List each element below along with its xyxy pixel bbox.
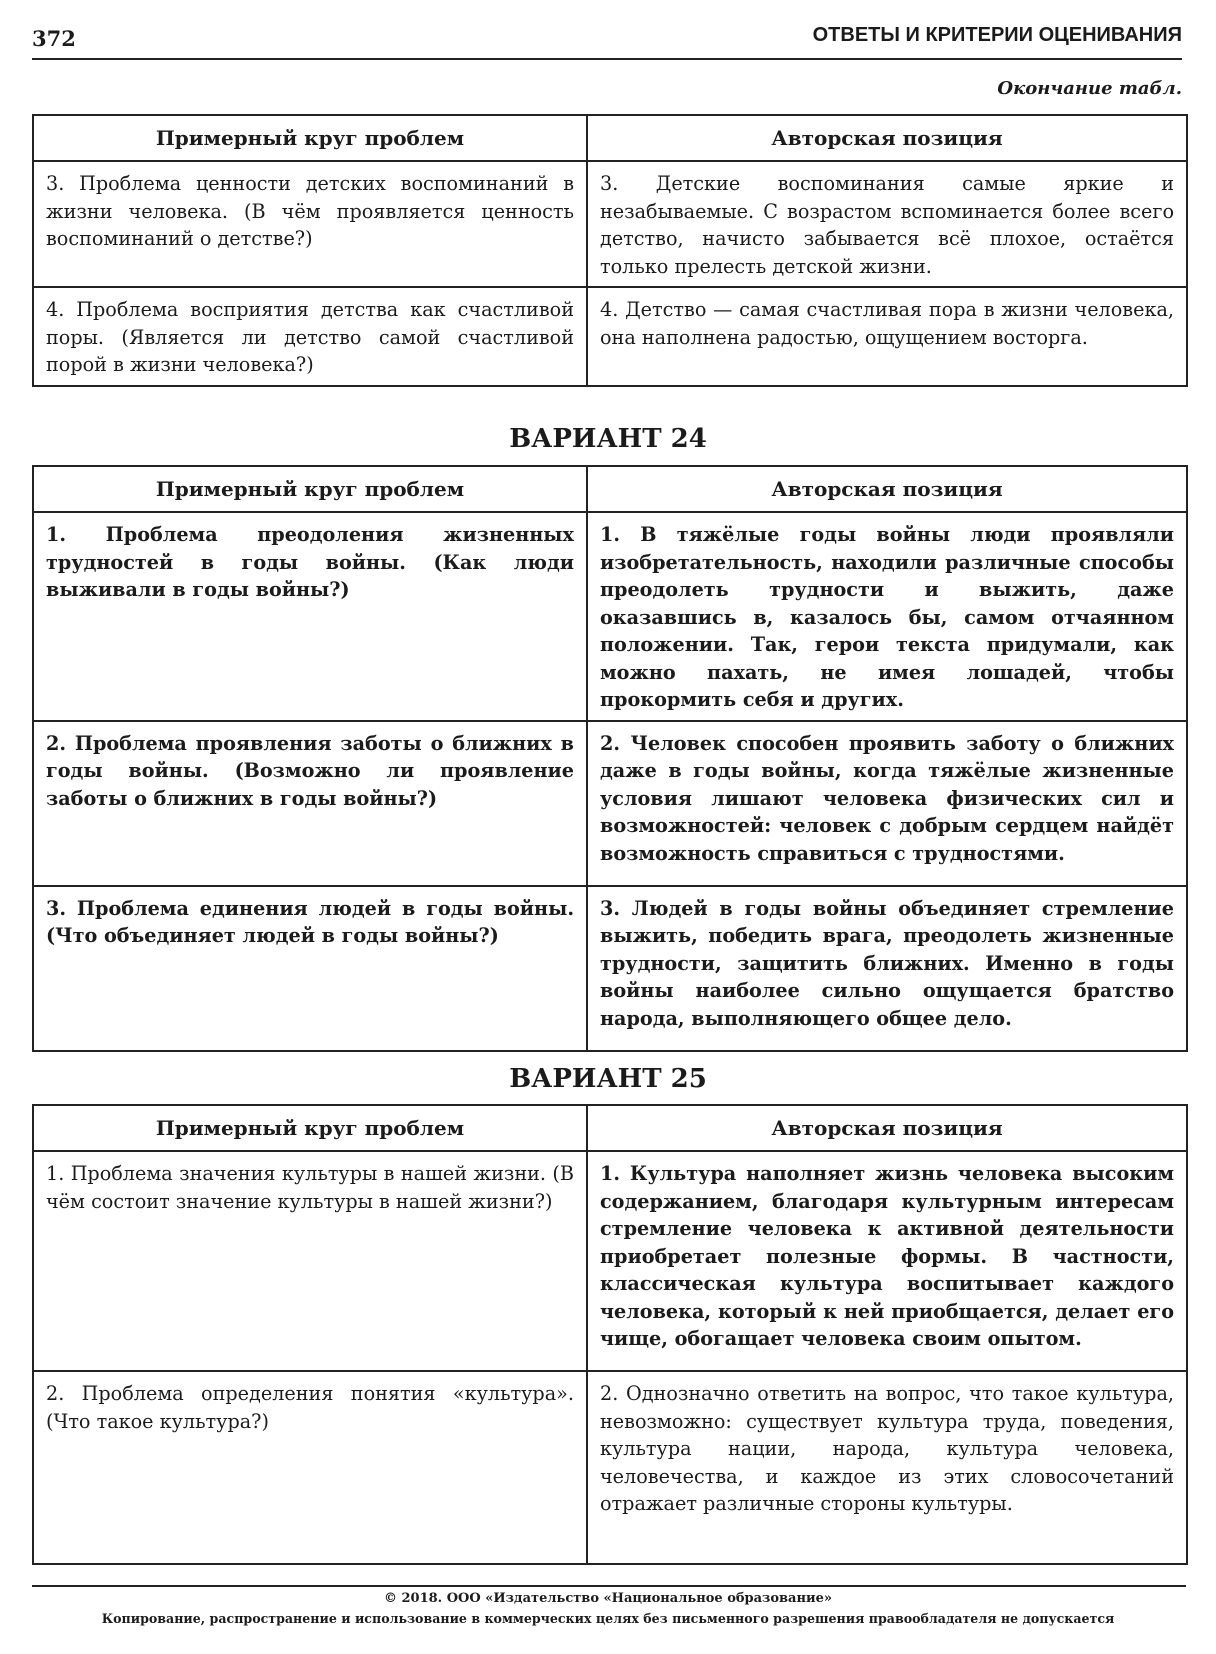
column-header-problems: Примерный круг проблем (33, 115, 587, 161)
column-header-position: Авторская позиция (587, 115, 1187, 161)
position-cell: 1. Культура наполняет жизнь человека высоким содержанием, благодаря культурным интересам стремление человека к активной деятельности приобретает полезные формы. В частности, классическая культура воспитывает каждого человека, который к ней приобщается, делает его чище, обогащает человека своим опытом. (587, 1151, 1187, 1371)
table-continuation-note: Окончание табл. (997, 78, 1182, 99)
table-row (33, 161, 1187, 287)
table-row (33, 1371, 1187, 1564)
problem-cell: 1. Проблема значения культуры в нашей жизни. (В чём состоит значение культуры в нашей жизни?) (33, 1151, 587, 1371)
problem-cell: 3. Проблема ценности детских воспоминаний в жизни человека. (В чём проявляется ценность воспоминаний о детстве?) (33, 161, 587, 287)
position-cell: 3. Людей в годы войны объединяет стремление выжить, победить врага, преодолеть жизненные трудности, защитить ближних. Именно в годы войны наиболее сильно ощущается братство народа, выполняющего общее дело. (587, 886, 1187, 1051)
position-cell: 2. Человек способен проявить заботу о ближних даже в годы войны, когда тяжёлые жизненные условия лишают человека физических сил и возможностей: человек с добрым сердцем найдёт возможность справиться с трудностями. (587, 721, 1187, 886)
variant-24-table (32, 465, 1188, 1052)
table-row (33, 721, 1187, 886)
table-header-row (33, 1105, 1187, 1151)
column-header-position: Авторская позиция (587, 466, 1187, 512)
copyright-notice: © 2018. ООО «Издательство «Национальное образование» (383, 1591, 833, 1606)
problem-cell: 3. Проблема единения людей в годы войны. (Что объединяет людей в годы войны?) (33, 886, 587, 1051)
column-header-problems: Примерный круг проблем (33, 466, 587, 512)
license-notice: Копирование, распространение и использование в коммерческих целях без письменного разрешения правообладателя не допускается (101, 1611, 1115, 1626)
position-cell: 4. Детство — самая счастливая пора в жизни человека, она наполнена радостью, ощущением восторга. (587, 287, 1187, 386)
column-header-problems: Примерный круг проблем (33, 1105, 587, 1151)
table-header-row (33, 466, 1187, 512)
position-cell: 1. В тяжёлые годы войны люди проявляли изобретательность, находили различные способы преодолеть трудности и выжить, даже оказавшись в, казалось бы, самом отчаянном положении. Так, герои текста придумали, как можно пахать, не имея лошадей, чтобы прокормить себя и других. (587, 512, 1187, 721)
problem-cell: 2. Проблема определения понятия «культура». (Что такое культура?) (33, 1371, 587, 1564)
table-row (33, 886, 1187, 1051)
table-row (33, 512, 1187, 721)
position-cell: 3. Детские воспоминания самые яркие и незабываемые. С возрастом вспоминается более всего детство, начисто забывается всё плохое, остаётся только прелесть детской жизни. (587, 161, 1187, 287)
continued-answers-table (32, 114, 1188, 387)
table-header-row (33, 115, 1187, 161)
problem-cell: 1. Проблема преодоления жизненных трудностей в годы войны. (Как люди выживали в годы войны?) (33, 512, 587, 721)
variant-24-title: ВАРИАНТ 24 (509, 424, 707, 454)
footer-divider (32, 1585, 1186, 1587)
variant-25-table (32, 1104, 1188, 1565)
running-title: ОТВЕТЫ И КРИТЕРИИ ОЦЕНИВАНИЯ (812, 24, 1182, 46)
position-cell: 2. Однозначно ответить на вопрос, что такое культура, невозможно: существует культура труда, поведения, культура нации, народа, культура человека, человечества, и каждое из этих словосочетаний отражает различные стороны культуры. (587, 1371, 1187, 1564)
page-number: 372 (32, 26, 76, 51)
variant-25-title: ВАРИАНТ 25 (509, 1064, 707, 1094)
column-header-position: Авторская позиция (587, 1105, 1187, 1151)
table-row (33, 1151, 1187, 1371)
table-row (33, 287, 1187, 386)
problem-cell: 4. Проблема восприятия детства как счастливой поры. (Является ли детство самой счастливой порой в жизни человека?) (33, 287, 587, 386)
header-divider (32, 58, 1182, 60)
problem-cell: 2. Проблема проявления заботы о ближних в годы войны. (Возможно ли проявление заботы о ближних в годы войны?) (33, 721, 587, 886)
